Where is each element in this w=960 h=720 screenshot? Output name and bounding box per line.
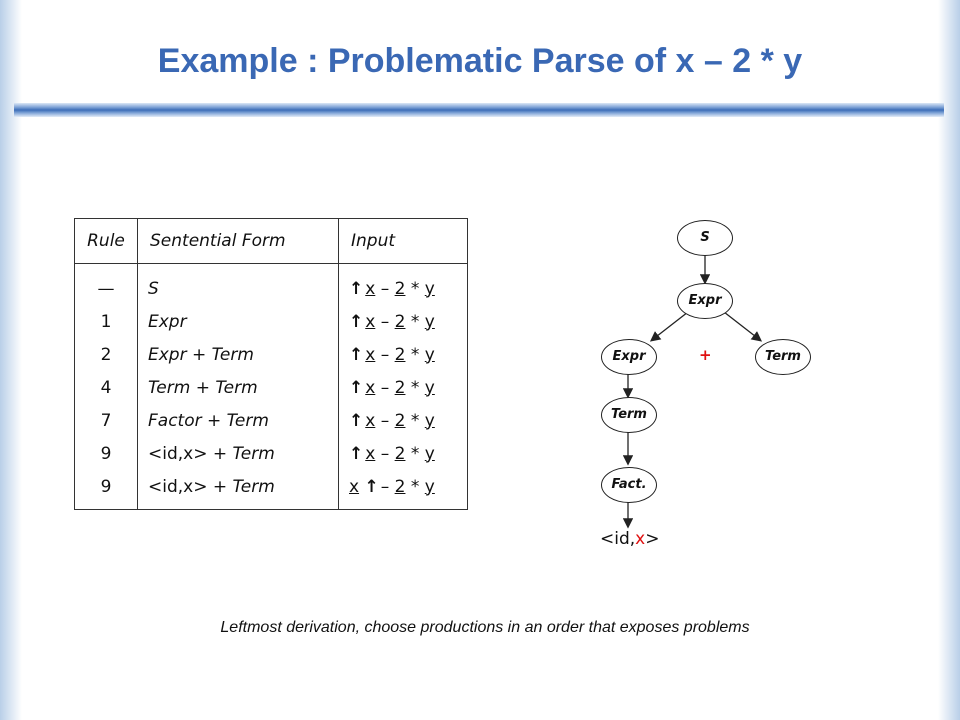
- header-rule: Rule: [75, 219, 138, 264]
- token-x: x: [349, 476, 360, 497]
- token-x: x: [365, 344, 376, 365]
- token-sep: –: [375, 443, 395, 464]
- input-pointer-icon: ↑: [349, 410, 364, 431]
- slide-caption: Leftmost derivation, choose productions in an order that exposes problems: [220, 619, 750, 636]
- form-token-id: <id,x>: [148, 476, 208, 497]
- tree-node-term-right: Term: [755, 339, 811, 375]
- leaf-open: <id,: [600, 529, 636, 549]
- input-pointer-icon: ↑: [349, 344, 364, 365]
- input-pointer-icon: ↑: [364, 476, 379, 497]
- form-cell: Term + Term: [138, 371, 339, 404]
- token-x: x: [365, 377, 376, 398]
- tree-leaf-id: [600, 529, 659, 549]
- token-y: y: [424, 476, 435, 497]
- rule-cell: 2: [75, 338, 138, 371]
- tree-plus-symbol: +: [699, 346, 712, 364]
- token-x: x: [365, 410, 376, 431]
- token-x: x: [365, 311, 376, 332]
- tree-node-term: Term: [601, 397, 657, 433]
- rule-cell: —: [75, 264, 138, 306]
- rule-cell: 9: [75, 437, 138, 470]
- token-y: y: [424, 278, 435, 299]
- token-sep: *: [405, 476, 425, 497]
- form-cell: S: [138, 264, 339, 306]
- token-sep: –: [375, 278, 395, 299]
- form-token-id: <id,x>: [148, 443, 208, 464]
- token-sep: *: [405, 410, 425, 431]
- edge-expr-term: [724, 312, 760, 340]
- rule-cell: 4: [75, 371, 138, 404]
- token-y: y: [424, 410, 435, 431]
- header-input: Input: [339, 219, 468, 264]
- edge-expr-expr: [652, 312, 688, 340]
- token-sep: *: [405, 443, 425, 464]
- token-2: 2: [394, 476, 406, 497]
- tree-node-s: S: [677, 220, 733, 256]
- token-sep: –: [380, 476, 395, 497]
- form-rest: + Term: [207, 443, 275, 464]
- token-y: y: [424, 344, 435, 365]
- leaf-var: x: [635, 529, 646, 549]
- token-sep: *: [405, 311, 425, 332]
- slide-title: Example : Problematic Parse of x – 2 * y: [157, 42, 803, 80]
- tree-node-factor: Fact.: [601, 467, 657, 503]
- input-pointer-icon: ↑: [349, 311, 364, 332]
- form-rest: + Term: [207, 476, 275, 497]
- tree-node-expr-top: Expr: [677, 283, 733, 319]
- input-pointer-icon: ↑: [349, 278, 364, 299]
- token-2: 2: [394, 311, 406, 332]
- rule-cell: 1: [75, 305, 138, 338]
- header-sentential-form: Sentential Form: [138, 219, 339, 264]
- token-sep: –: [375, 344, 395, 365]
- token-sep: *: [405, 377, 425, 398]
- token-sep: –: [375, 311, 395, 332]
- token-2: 2: [394, 344, 406, 365]
- token-y: y: [424, 377, 435, 398]
- rule-cell: 9: [75, 470, 138, 510]
- token-x: x: [365, 443, 376, 464]
- token-2: 2: [394, 443, 406, 464]
- token-x: x: [365, 278, 376, 299]
- tree-node-expr-left: Expr: [601, 339, 657, 375]
- form-cell: Factor + Term: [138, 404, 339, 437]
- token-y: y: [424, 443, 435, 464]
- input-pointer-icon: ↑: [349, 443, 364, 464]
- input-pointer-icon: ↑: [349, 377, 364, 398]
- token-sep: –: [375, 377, 395, 398]
- form-cell: Expr: [138, 305, 339, 338]
- token-sep: –: [375, 410, 395, 431]
- form-cell: Expr + Term: [138, 338, 339, 371]
- token-2: 2: [394, 278, 406, 299]
- token-sep: *: [405, 344, 425, 365]
- token-y: y: [424, 311, 435, 332]
- token-sep: *: [405, 278, 425, 299]
- token-2: 2: [394, 410, 406, 431]
- leaf-close: >: [645, 529, 660, 549]
- token-2: 2: [394, 377, 406, 398]
- rule-cell: 7: [75, 404, 138, 437]
